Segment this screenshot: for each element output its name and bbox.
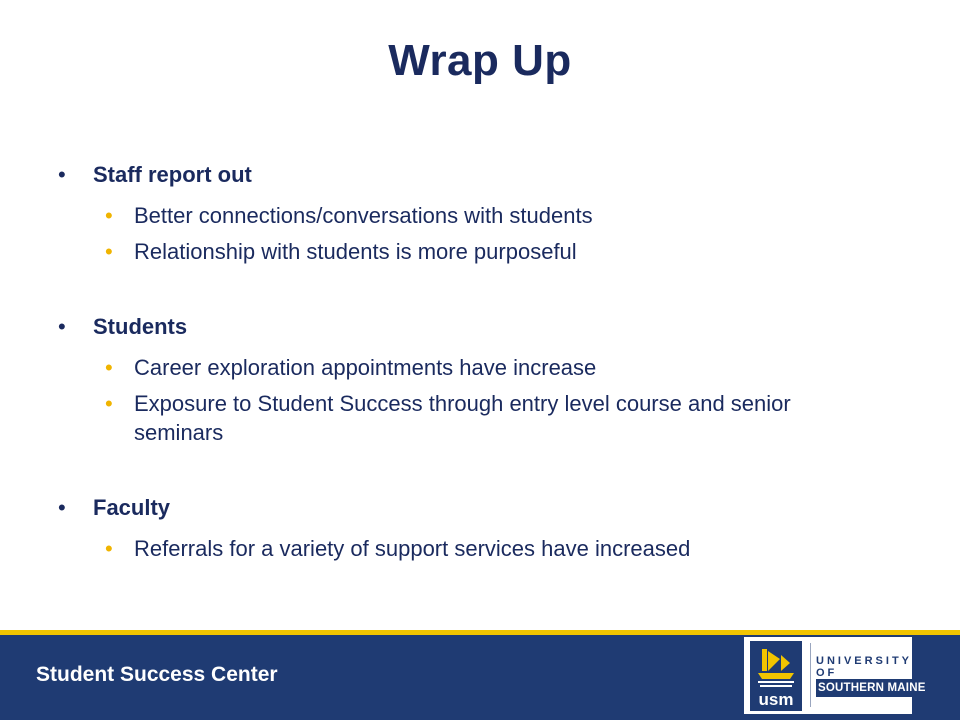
section-students (56, 308, 916, 447)
logo-southern-maine-text: SOUTHERN MAINE (816, 679, 914, 697)
section-staff (56, 156, 916, 266)
item-text: Better connections/conversations with students (134, 203, 593, 228)
item-text: Relationship with students is more purposeful (134, 239, 577, 264)
sub-bullet-icon: • (105, 239, 113, 264)
bullet-icon: • (58, 495, 66, 520)
list-item (56, 534, 916, 563)
sailboat-icon (750, 641, 802, 711)
section-faculty (56, 489, 916, 563)
sub-bullet-icon: • (105, 536, 113, 561)
sub-bullet-icon: • (105, 355, 113, 380)
section-heading (56, 308, 916, 346)
slide-content (56, 156, 916, 563)
sub-bullet-icon: • (105, 203, 113, 228)
list-item (56, 389, 916, 447)
footer-accent-stripe (0, 630, 960, 635)
heading-text: Students (93, 314, 188, 339)
list-item (56, 353, 916, 382)
sub-bullet-icon: • (105, 391, 113, 416)
logo-divider (810, 643, 811, 707)
heading-text: Faculty (93, 495, 171, 520)
list-item (56, 237, 916, 266)
heading-text: Staff report out (93, 162, 252, 187)
bullet-icon: • (58, 162, 66, 187)
item-text: Exposure to Student Success through entry level course and senior seminars (134, 391, 791, 445)
list-item (56, 201, 916, 230)
section-heading (56, 156, 916, 194)
bullet-icon: • (58, 314, 66, 339)
logo-university-text: UNIVERSITY OF (816, 655, 912, 679)
item-text: Referrals for a variety of support services have increased (134, 536, 691, 561)
logo-mark-text: usm (758, 690, 794, 709)
slide-title: Wrap Up (388, 36, 572, 85)
usm-logo (744, 637, 926, 714)
section-heading (56, 489, 916, 527)
item-text: Career exploration appointments have increase (134, 355, 597, 380)
footer-bar (0, 630, 960, 720)
footer-label: Student Success Center (36, 663, 278, 686)
